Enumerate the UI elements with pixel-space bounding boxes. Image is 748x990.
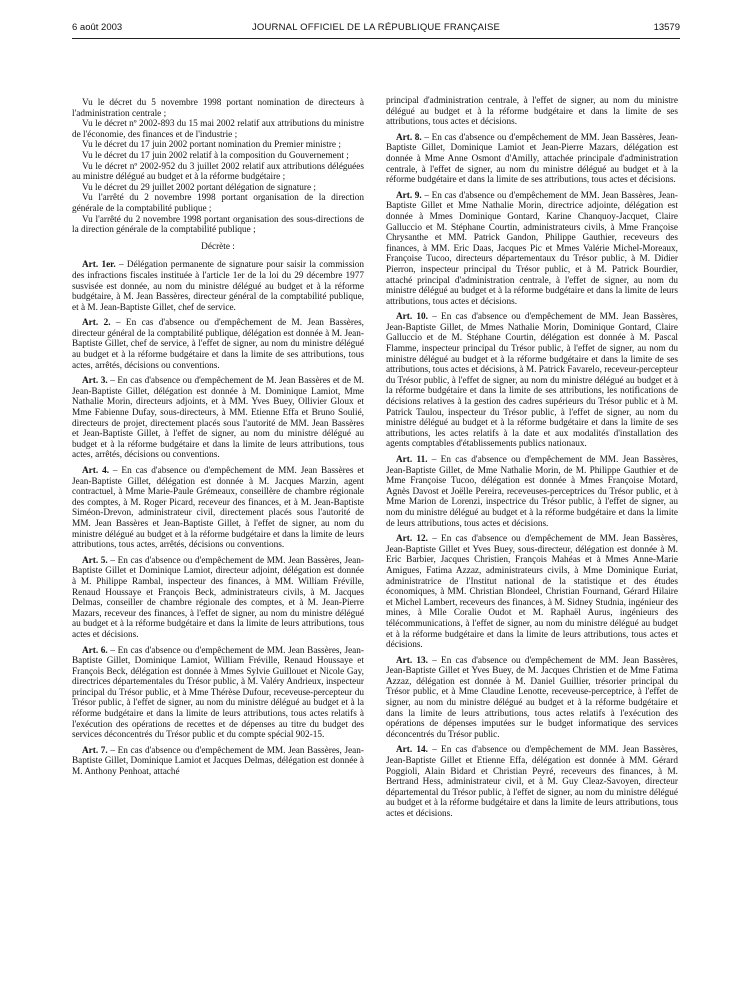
article-label: Art. 14. — [396, 745, 428, 756]
visa: Vu l'arrêté du 2 novembre 1998 portant organisation des sous-directions de la direction générale de la comptabilité publique ; — [72, 214, 364, 236]
article-10 — [386, 312, 678, 450]
article-label: Art. 9. — [396, 190, 422, 201]
article-label: Art. 1er. — [82, 260, 116, 271]
article-text: – En cas d'absence ou d'empêchement de MM. Jean Bassères, Jean-Baptiste Gillet et Etienne Effa, délégation est donnée à MM. Gérard Poggioli, Alain Bidard et Christian Peyré, receveurs des finances, à M. Bertrand Hess, administrateur civil, et à M. Guy Cleaz-Savoyen, directeur départemental du Trésor public, à l'effet de signer, au nom du ministre délégué au budget et à la réforme budgétaire et dans la limite de leurs attributions, tous actes et décisions. — [386, 745, 678, 819]
article-label: Art. 8. — [396, 132, 422, 143]
article-7 — [72, 746, 364, 778]
decree-heading: Décrète : — [201, 241, 235, 252]
article-1 — [72, 260, 364, 313]
article-text: – En cas d'absence ou d'empêchement de MM. Jean Bassères, Jean-Baptiste Gillet, Dominique Lamiot et Jacques Delmas, délégation est donnée à M. Anthony Penhoat, attaché — [72, 745, 364, 778]
visa: Vu le décret nº 2002-952 du 3 juillet 2002 relatif aux attributions déléguées au ministre délégué au budget et à la réforme budgétaire ; — [72, 161, 364, 183]
article-9 — [386, 191, 678, 308]
header-date: 6 août 2003 — [72, 22, 123, 33]
left-column — [72, 98, 364, 778]
visa: Vu le décret nº 2002-893 du 15 mai 2002 relatif aux attributions du ministre de l'économie, des finances et de l'industrie ; — [72, 119, 364, 140]
article-label: Art. 6. — [82, 645, 108, 656]
article-13 — [386, 656, 678, 741]
article-label: Art. 12. — [396, 534, 428, 545]
article-7-continuation: principal d'administration centrale, à l'effet de signer, au nom du ministre délégué au budget et à la réforme budgétaire et dans la limite de ses attributions, tous actes et décisions. — [386, 96, 678, 128]
article-label: Art. 13. — [396, 655, 428, 666]
article-label: Art. 11. — [396, 455, 428, 465]
article-11 — [386, 455, 678, 529]
article-label: Art. 7. — [82, 745, 108, 756]
article-4 — [72, 466, 364, 551]
visa: Vu l'arrêté du 2 novembre 1998 portant organisation de la direction générale de la comptabilité publique ; — [72, 193, 364, 214]
article-text: – En cas d'absence ou d'empêchement de M. Jean Bassères et de M. Jean-Baptiste Gillet, délégation est donnée à M. Dominique Lamiot, Mme Nathalie Morin, directeurs adjoints, et à MM. Yves Buey, Ollivier Gloux et Mme Fabienne Dufay, sous-directeurs, à MM. Etienne Effa et Bruno Soulié, directeurs de projet, directement placés sous l'autorité de MM. Jean Bassères et Jean-Baptiste Gillet, à l'effet de signer, au nom du ministre délégué au budget et à la réforme budgétaire et dans la limite de leurs attributions, tous actes, arrêtés, décisions ou conventions. — [72, 376, 364, 461]
article-text: – En cas d'absence ou d'empêchement de M. Jean Bassères, directeur général de la comptabilité publique, délégation est donnée à M. Jean-Baptiste Gillet, chef de service, à l'effet de signer, au nom du ministre délégué au budget et à la réforme budgétaire et dans la limite de ses attributions, tous actes, arrêtés, décisions ou conventions. — [72, 318, 364, 371]
page-header — [72, 22, 680, 36]
article-label: Art. 3. — [82, 376, 108, 387]
journal-title: JOURNAL OFFICIEL DE LA RÉPUBLIQUE FRANÇAISE — [251, 22, 501, 33]
visa: Vu le décret du 17 juin 2002 relatif à la composition du Gouvernement ; — [82, 150, 349, 161]
article-text: – En cas d'absence ou d'empêchement de MM. Jean Bassères, Jean-Baptiste Gillet, de Mme Nathalie Morin, de M. Philippe Gauthier et de Mme Françoise Tucoo, délégation est donnée à Mmes Françoise Motard, Agnès Davost et Joëlle Pereira, receveuses-perceptrices du Trésor public, et à Mme Marion de Lorenzi, inspectrice du Trésor public, à l'effet de signer, au nom du ministre délégué au budget et à la réforme budgétaire et dans la limite de leurs attributions, tous actes et décisions. — [386, 455, 679, 529]
right-column — [386, 96, 678, 820]
article-label: Art. 2. — [82, 318, 111, 329]
article-3 — [72, 376, 364, 461]
article-6 — [72, 646, 364, 741]
article-text: – En cas d'absence ou d'empêchement de MM. Jean Bassères, Jean-Baptiste Gillet, Dominique Lamiot, William Fréville, Renaud Houssaye et François Beck, délégation est donnée à Mmes Sylvie Guillouet et Nicole Gay, directrices départementales du Trésor public, à M. Valéry Andrieux, inspecteur principal du Trésor public, et à Mme Thérèse Dufour, receveuse-percepteur du Trésor public, à l'effet de signer, au nom du ministre délégué au budget et à la réforme budgétaire et dans la limite de leurs attributions, tous actes relatifs à l'exécution des opérations de recettes et de dépenses au titre du budget des services déconcentrés du Trésor public et du compte spécial 902-15. — [72, 645, 364, 741]
article-text: – En cas d'absence ou d'empêchement de MM. Jean Bassères, Jean-Baptiste Gillet et Mme Nathalie Morin, directrice adjointe, délégation est donnée à Mmes Dominique Gontard, Karine Chanquoy-Jacquet, Claire Galluccio et M. Stéphane Courtin, administrateurs civils, à Mme Françoise Chrysanthe et MM. Patrick Gandon, Philippe Gauthier, receveurs des finances, à MM. Eric Daas, Jacques Pic et Mmes Valérie Michel-Moreaux, Françoise Tucoo, directeurs départementaux du Trésor public, à M. Didier Pierron, inspecteur principal du Trésor public, et à M. Patrick Bourdier, attaché principal d'administration centrale, à l'effet de signer, au nom du ministre délégué au budget et à la réforme budgétaire et dans la limite de leurs attributions, tous actes et décisions. — [386, 190, 678, 307]
visa: Vu le décret du 17 juin 2002 portant nomination du Premier ministre ; — [82, 140, 341, 151]
article-text: – En cas d'absence ou d'empêchement de MM. Jean Bassères, Jean-Baptiste Gillet et Yves Buey, de M. Jacques Christien et de Mme Fatima Azzaz, délégation est donnée à M. Daniel Guillier, trésorier principal du Trésor public, et à Mme Claudine Lenotte, receveuse-perceptrice, à l'effet de signer, au nom du ministre délégué au budget et à la réforme budgétaire et dans la limite de leurs attributions, tous actes relatifs à l'exécution des opérations de dépenses imputées sur le budget informatique des services déconcentrés du Trésor public. — [386, 655, 678, 740]
article-label: Art. 4. — [82, 466, 110, 476]
article-14 — [386, 745, 678, 819]
article-text: – En cas d'absence ou d'empêchement de MM. Jean Bassères, Jean-Baptiste Gillet et Yves Buey, sous-directeur, délégation est donnée à M. Eric Barbier, Jacques Christien, François Mahéas et à Mmes Anne-Marie Amigues, Fatima Azzaz, administrateurs civils, à Mme Dominique Euriat, administratrice de l'Institut national de la statistique et des études économiques, à MM. Christian Blondeel, Christian Fournand, Gérard Hilaire et Michel Lambert, receveurs des finances, à M. Sidney Studnia, ingénieur des mines, à Mlle Coralie Oudot et M. Raphaël Aurus, ingénieurs des télécommunications, à l'effet de signer, au nom du ministre délégué au budget et à la réforme budgétaire et dans la limite de leurs attributions, tous actes et décisions. — [386, 534, 678, 651]
article-text: – En cas d'absence ou d'empêchement de MM. Jean Bassères et Jean-Baptiste Gillet, délégation est donnée à M. Jacques Marzin, agent contractuel, à Mme Marie-Paule Grémeaux, conseillère de chambre régionale des comptes, à M. Roger Picard, receveur des finances, et à M. Jean-Baptiste Siméon-Drevon, administrateur civil, directement placés sous l'autorité de MM. Jean Bassères et Jean-Baptiste Gillet, à l'effet de signer, au nom du ministre délégué au budget et à la réforme budgétaire et dans la limite de leurs attributions, tous actes, arrêtés, décisions ou conventions. — [72, 466, 364, 551]
article-text: – En cas d'absence ou d'empêchement de MM. Jean Bassères, Jean-Baptiste Gillet, Dominique Lamiot et Jean-Pierre Mazars, délégation est donnée à Mme Anne Osmont d'Amilly, attachée principale d'administration centrale, à l'effet de signer, au nom du ministre délégué au budget et à la réforme budgétaire et dans la limite de ses attributions, tous actes et décisions. — [386, 132, 678, 186]
article-text: – Délégation permanente de signature pour saisir la commission des infractions fiscales instituée à l'article 1er de la loi du 29 décembre 1977 susvisée est donnée, au nom du ministre délégué au budget et à la réforme budgétaire, à M. Jean Bassères, directeur général de la comptabilité publique, et à M. Jean-Baptiste Gillet, chef de service. — [72, 260, 364, 313]
article-12 — [386, 534, 678, 651]
visa: Vu le décret du 5 novembre 1998 portant nomination de directeurs à l'administration centrale ; — [72, 98, 364, 119]
visa: Vu le décret du 29 juillet 2002 portant délégation de signature ; — [82, 182, 316, 193]
header-rule — [72, 38, 680, 39]
article-label: Art. 10. — [396, 312, 428, 323]
page-number: 13579 — [653, 22, 680, 33]
article-text: – En cas d'absence ou d'empêchement de MM. Jean Bassères, Jean-Baptiste Gillet et Dominique Lamiot, directeur adjoint, délégation est donnée à M. Philippe Rambal, inspecteur des finances, à MM. William Fréville, Renaud Houssaye et François Beck, administrateurs civils, à M. Jacques Delmas, conseiller de chambre régionale des comptes, et à M. Jean-Pierre Mazars, receveur des finances, à l'effet de signer, au nom du ministre délégué au budget et à la réforme budgétaire et dans la limite de leurs attributions, tous actes et décisions. — [72, 555, 364, 640]
article-5 — [72, 556, 364, 641]
article-text: – En cas d'absence ou d'empêchement de MM. Jean Bassères, Jean-Baptiste Gillet, de Mmes Nathalie Morin, Dominique Gontard, Claire Galluccio et de M. Stéphane Courtin, délégation est donnée à M. Pascal Flamme, inspecteur principal du Trésor public, à l'effet de signer, au nom du ministre délégué au budget et à la réforme budgétaire et dans la limite de ses attributions, tous actes et décisions, à M. Patrick Favarelo, receveur-percepteur du Trésor public, à l'effet de signer, au nom du ministre délégué au budget et à la réforme budgétaire et dans la limite de ses attributions, les notifications de décisions relatives à la gestion des cadres supérieurs du Trésor public et à M. Patrick Taulou, inspecteur du Trésor public, à l'effet de signer, au nom du ministre délégué au budget et à la réforme budgétaire et dans la limite de ses attributions, les actes relatifs à la date et aux modalités d'installation des agents comptables d'établissements publics nationaux. — [386, 312, 678, 450]
article-label: Art. 5. — [82, 555, 108, 566]
article-8 — [386, 133, 678, 186]
article-2 — [72, 318, 364, 371]
